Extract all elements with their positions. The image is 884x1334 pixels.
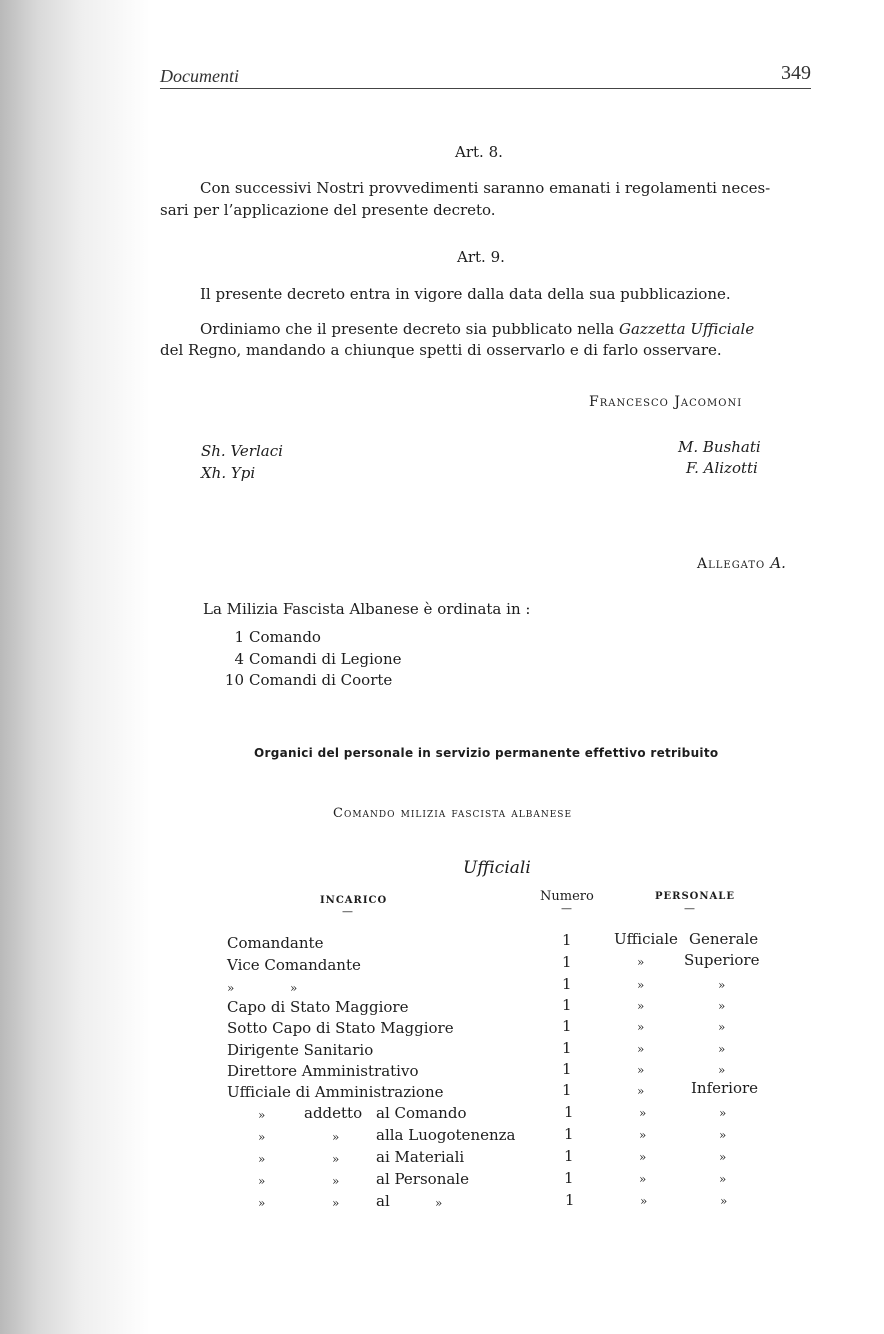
signature-right-1: M. Bushati	[678, 438, 761, 456]
table-cell-ditto: »	[332, 1130, 340, 1144]
article-9-line-1: Il presente decreto entra in vigore dalla data della sua pubblicazione.	[200, 285, 731, 303]
organici-heading: Organici del personale in servizio permanente effettivo retribuito	[254, 746, 719, 760]
table-cell-numero: 1	[564, 1147, 574, 1165]
table-cell-incarico: al Comando	[376, 1104, 467, 1122]
table-cell-personale-2: »	[718, 978, 726, 992]
list-item: 10 Comandi di Coorte	[224, 671, 393, 689]
table-cell-personale-2: »	[718, 999, 726, 1013]
running-header-section: Documenti	[160, 66, 239, 86]
table-cell-ditto: »	[332, 1174, 340, 1188]
article-8-line-2: sari per l’applicazione del presente decreto.	[160, 201, 496, 219]
table-cell-ditto: »	[290, 981, 298, 995]
table-cell-personale-1: »	[640, 1194, 648, 1208]
article-8-line-1: Con successivi Nostri provvedimenti saranno emanati i regolamenti neces-	[200, 179, 771, 197]
table-cell-numero: 1	[562, 1017, 572, 1035]
table-cell-personale-2: »	[719, 1106, 727, 1120]
organici-subtitle: Ufficiali	[463, 858, 531, 878]
table-cell-personale-2: »	[719, 1128, 727, 1142]
table-cell-personale-2: »	[720, 1194, 728, 1208]
table-cell-personale-1: »	[637, 999, 645, 1013]
signature-right-2: F. Alizotti	[686, 459, 758, 477]
table-cell-numero: 1	[564, 1169, 574, 1187]
column-dash-numero: —	[561, 902, 572, 915]
table-cell-personale-1: »	[637, 1020, 645, 1034]
table-cell-numero: 1	[562, 996, 572, 1014]
table-cell-incarico: Direttore Amministrativo	[227, 1062, 419, 1080]
table-cell-personale-2: »	[719, 1150, 727, 1164]
table-cell-incarico: Sotto Capo di Stato Maggiore	[227, 1019, 454, 1037]
table-cell-incarico: Vice Comandante	[227, 956, 361, 974]
table-cell-numero: 1	[564, 1125, 574, 1143]
table-cell-ditto: »	[258, 1196, 266, 1210]
table-cell-ditto: »	[227, 981, 235, 995]
table-cell-personale-1: Ufficiale	[614, 930, 678, 948]
column-header-personale: PERSONALE	[655, 891, 735, 902]
table-cell-numero: 1	[562, 1060, 572, 1078]
table-cell-personale-1: »	[637, 1084, 645, 1098]
column-dash-incarico: —	[342, 905, 353, 918]
table-cell-incarico: al	[376, 1192, 390, 1210]
table-cell-ditto: »	[258, 1174, 266, 1188]
table-cell-personale-2: »	[718, 1042, 726, 1056]
allegato-intro: La Milizia Fascista Albanese è ordinata in :	[203, 600, 531, 618]
allegato-label	[697, 553, 786, 572]
list-item: 1 Comando	[234, 628, 321, 646]
column-dash-personale: —	[684, 902, 695, 915]
article-9-para2-line-2: del Regno, mandando a chiunque spetti di osservarlo e di farlo osservare.	[160, 341, 722, 359]
table-cell-personale-1: »	[637, 955, 645, 969]
organici-section-title: Comando milizia fascista albanese	[333, 806, 573, 821]
allegato-list	[222, 627, 401, 692]
table-cell-ditto: »	[258, 1108, 266, 1122]
gazzetta-ufficiale-italic: Gazzetta Ufficiale	[618, 320, 755, 338]
table-cell-numero: 1	[565, 1191, 575, 1209]
page-number: 349	[781, 62, 811, 84]
column-header-numero: Numero	[540, 889, 594, 904]
table-cell-personale-1: »	[639, 1106, 647, 1120]
table-cell-personale-2: »	[718, 1020, 726, 1034]
table-cell-incarico: al Personale	[376, 1170, 469, 1188]
table-cell-ditto: »	[332, 1196, 340, 1210]
table-cell-personale-1: »	[639, 1128, 647, 1142]
table-cell-incarico: Capo di Stato Maggiore	[227, 998, 409, 1016]
page-gutter-shadow	[0, 0, 150, 1334]
allegato-letter: A.	[770, 554, 786, 572]
table-cell-incarico: ai Materiali	[376, 1148, 465, 1166]
signature-left-1: Sh. Verlaci	[201, 442, 283, 460]
table-cell-personale-2: Inferiore	[691, 1079, 759, 1097]
header-rule	[160, 88, 811, 89]
signature-main: Francesco Jacomoni	[589, 394, 743, 410]
table-cell-numero: 1	[562, 931, 572, 949]
table-cell-ditto: »	[332, 1152, 340, 1166]
table-cell-numero: 1	[562, 953, 572, 971]
table-cell-personale-1: »	[637, 1063, 645, 1077]
table-cell-personale-1: »	[639, 1172, 647, 1186]
article-9-title: Art. 9.	[457, 248, 505, 266]
table-cell-personale-2: »	[719, 1172, 727, 1186]
column-header-incarico: INCARICO	[320, 895, 388, 906]
table-cell-ditto: »	[258, 1152, 266, 1166]
table-cell-incarico: addetto	[304, 1104, 363, 1122]
allegato-word: Allegato	[697, 556, 766, 572]
table-cell-incarico: alla Luogotenenza	[376, 1126, 516, 1144]
article-9-para2-text: Ordiniamo che il presente decreto sia pubblicato nella	[200, 320, 615, 338]
table-cell-incarico: Ufficiale di Amministrazione	[227, 1083, 444, 1101]
table-cell-numero: 1	[562, 975, 572, 993]
table-cell-numero: 1	[562, 1081, 572, 1099]
table-cell-numero: 1	[562, 1039, 572, 1057]
table-cell-numero: 1	[564, 1103, 574, 1121]
article-8-title: Art. 8.	[455, 143, 503, 161]
table-cell-personale-1: »	[639, 1150, 647, 1164]
table-cell-personale-2: »	[718, 1063, 726, 1077]
table-cell-personale-1: »	[637, 1042, 645, 1056]
table-cell-personale-2: Superiore	[684, 951, 760, 969]
table-cell-personale-2: Generale	[689, 930, 759, 948]
signature-left-2: Xh. Ypi	[201, 464, 256, 482]
table-cell-ditto: »	[258, 1130, 266, 1144]
table-cell-ditto: »	[435, 1196, 443, 1210]
list-item: 4 Comandi di Legione	[234, 649, 402, 668]
table-cell-incarico: Dirigente Sanitario	[227, 1041, 374, 1059]
table-cell-personale-1: »	[637, 978, 645, 992]
table-cell-incarico: Comandante	[227, 934, 324, 952]
